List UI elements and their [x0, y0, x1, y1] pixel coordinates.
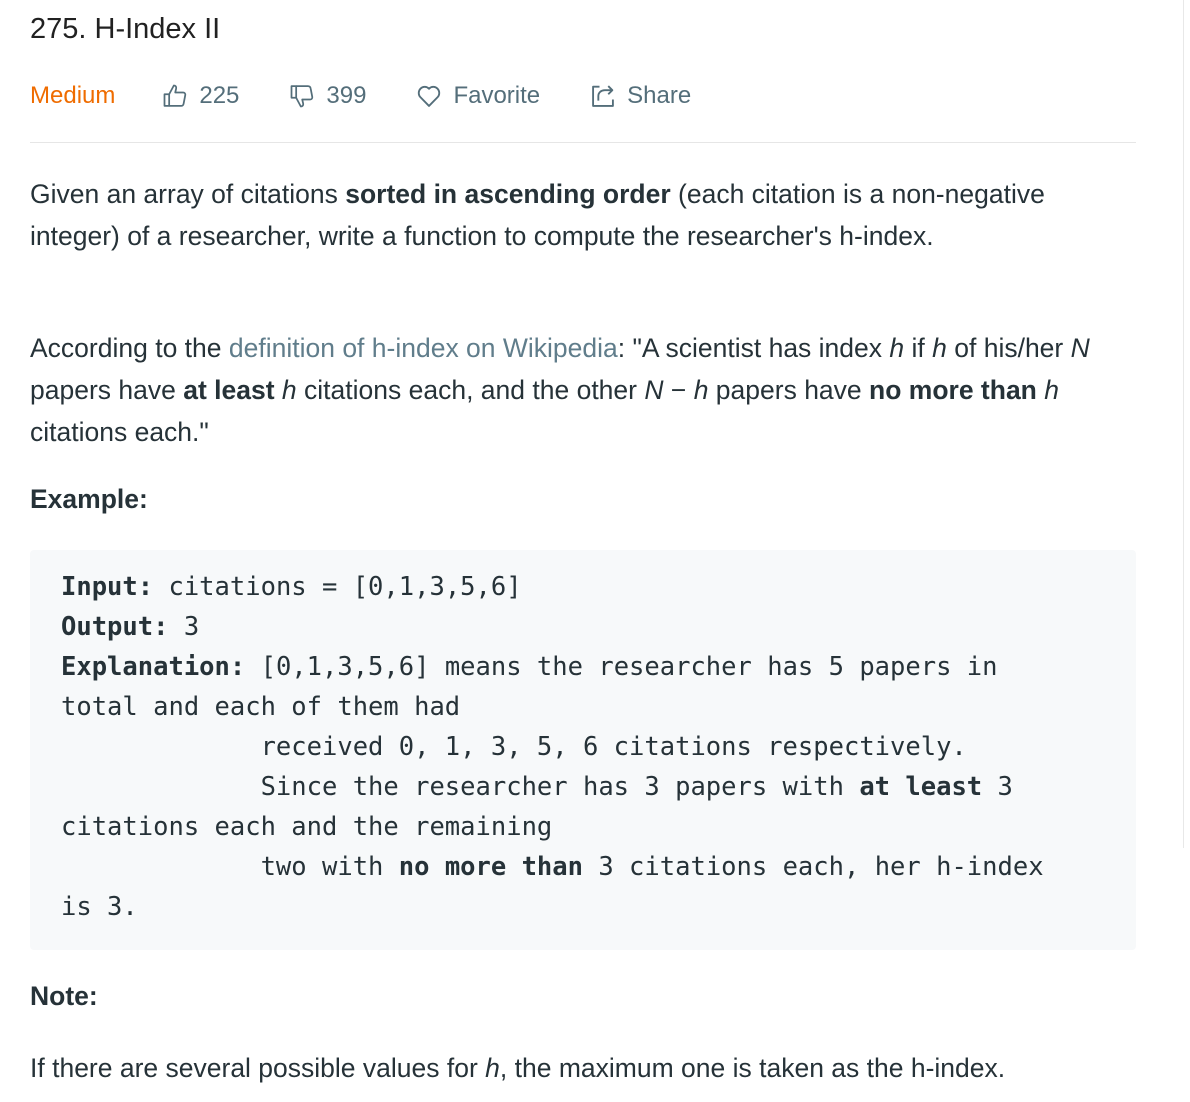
favorite-button[interactable]: [415, 82, 540, 110]
bold-text: sorted in ascending order: [345, 179, 671, 209]
italic-variable: N: [1070, 333, 1090, 363]
text: (each citation is a non-negative integer) of a researcher, write a function to compute the researcher's h-index.: [30, 179, 1045, 251]
text: [275, 375, 282, 405]
italic-variable: h: [932, 333, 947, 363]
favorite-label: Favorite: [453, 82, 541, 109]
code-line: 3: [982, 772, 1013, 802]
text: According to the: [30, 333, 229, 363]
thumbs-down-icon: [288, 82, 316, 110]
explanation-label: Explanation:: [61, 652, 246, 682]
text: , the maximum one is taken as the h-index.: [499, 1053, 1006, 1083]
italic-variable: h: [1044, 375, 1059, 405]
bold-text: at least: [859, 772, 983, 802]
italic-variable: N: [644, 375, 664, 405]
description-paragraph-1: [30, 173, 1130, 257]
like-count: 225: [199, 82, 240, 109]
share-icon: [589, 82, 617, 110]
description-paragraph-2: [30, 327, 1130, 453]
heart-icon: [415, 82, 443, 110]
text: of his/her: [946, 333, 1071, 363]
note-heading: Note:: [30, 981, 98, 1011]
text: citations each, and the other: [296, 375, 645, 405]
example-code: [61, 567, 1044, 927]
problem-meta-bar: [30, 78, 740, 114]
italic-variable: h: [281, 375, 297, 405]
text: If there are several possible values for: [30, 1053, 486, 1083]
input-value: citations = [0,1,3,5,6]: [153, 572, 522, 602]
text: if: [904, 333, 933, 363]
problem-title: 275. H-Index II: [30, 13, 221, 45]
text: : "A scientist has index: [617, 333, 890, 363]
code-line: is 3.: [61, 892, 138, 922]
text: papers have: [30, 375, 184, 405]
dislike-count: 399: [326, 82, 367, 109]
input-label: Input:: [61, 572, 154, 602]
italic-variable: h: [693, 375, 709, 405]
bold-text: no more than: [869, 375, 1037, 405]
code-line: citations each and the remaining: [61, 812, 553, 842]
bold-text: at least: [183, 375, 275, 405]
example-heading: Example:: [30, 484, 148, 514]
dislike-button[interactable]: [288, 82, 366, 110]
note-text: [30, 1047, 1005, 1089]
thumbs-up-icon: [161, 82, 189, 110]
text: citations each.": [30, 417, 209, 447]
code-line: total and each of them had: [61, 692, 461, 722]
text: Given an array of citations: [30, 179, 346, 209]
output-value: 3: [168, 612, 200, 642]
text: papers have: [708, 375, 870, 405]
text: −: [663, 375, 694, 405]
divider: [30, 142, 1136, 143]
code-line: 3 citations each, her h-index: [583, 852, 1044, 882]
difficulty-label: Medium: [30, 82, 116, 109]
like-button[interactable]: [161, 82, 239, 110]
scrollbar-track[interactable]: [1183, 0, 1190, 848]
share-label: Share: [627, 82, 692, 109]
code-line: [0,1,3,5,6] means the researcher has 5 papers in: [245, 652, 998, 682]
italic-variable: h: [485, 1053, 500, 1083]
output-label: Output:: [61, 612, 169, 642]
bold-text: no more than: [398, 852, 583, 882]
share-button[interactable]: [589, 82, 691, 110]
code-line: Since the researcher has 3 papers with: [61, 772, 860, 802]
code-line: two with: [61, 852, 399, 882]
code-line: received 0, 1, 3, 5, 6 citations respectively.: [61, 732, 967, 762]
italic-variable: h: [889, 333, 905, 363]
wikipedia-link[interactable]: definition of h-index on Wikipedia: [228, 333, 618, 363]
